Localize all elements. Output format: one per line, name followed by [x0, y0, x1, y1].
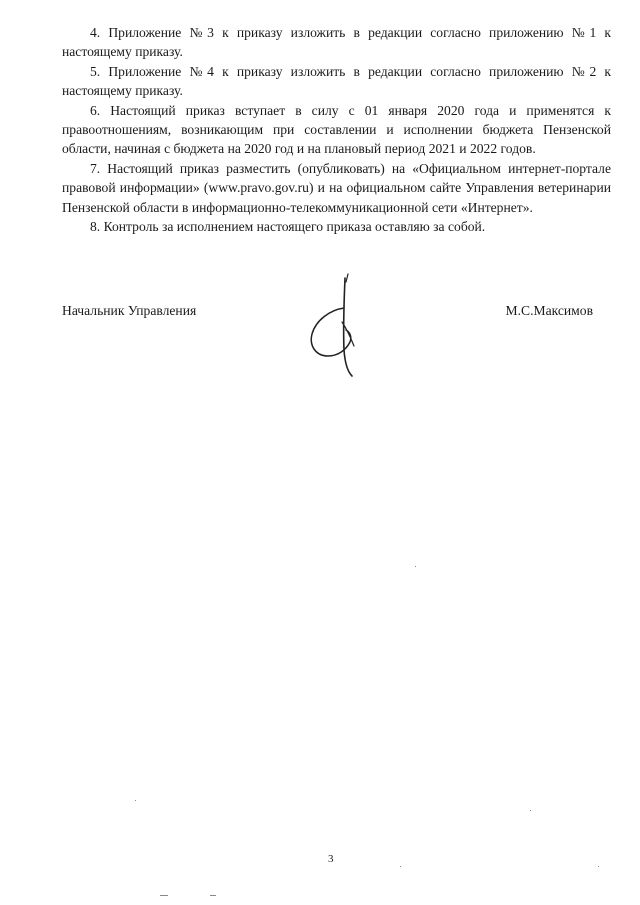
scan-speck — [415, 566, 416, 567]
paragraph-6: 6. Настоящий приказ вступает в силу с 01 января 2020 года и применятся к правоотношениям, возникающим при составлении и исполнении бюджета Пензенской области, начиная с бюджета на 2020 год и на плановый период 2021 и 2022 годов. — [62, 102, 611, 157]
scan-speck — [598, 866, 599, 867]
paragraph-8: 8. Контроль за исполнением настоящего приказа оставляю за собой. — [90, 219, 486, 235]
signatory-name: М.С.Максимов — [505, 303, 593, 318]
scan-speck — [160, 895, 168, 896]
scan-speck — [135, 800, 136, 801]
page-number: 3 — [328, 853, 334, 865]
signatory-title: Начальник Управления — [62, 303, 197, 318]
scan-speck — [400, 866, 401, 867]
handwritten-signature — [300, 272, 370, 382]
paragraph-5: 5. Приложение №4 к приказу изложить в редакции согласно приложению №2 к настоящему приказу. — [62, 63, 611, 99]
paragraph-4: 4. Приложение №3 к приказу изложить в редакции согласно приложению №1 к настоящему приказу. — [62, 25, 611, 60]
document-body — [62, 23, 611, 236]
scan-speck — [530, 810, 531, 811]
paragraph-7: 7. Настоящий приказ разместить (опубликовать) на «Официальном интернет-портале правовой информации» (www.pravo.gov.ru) и на официальном сайте Управления ветеринарии Пензенской области в информационно-телекоммуникационной сети «Интернет». — [62, 160, 611, 215]
scan-speck — [210, 895, 216, 896]
